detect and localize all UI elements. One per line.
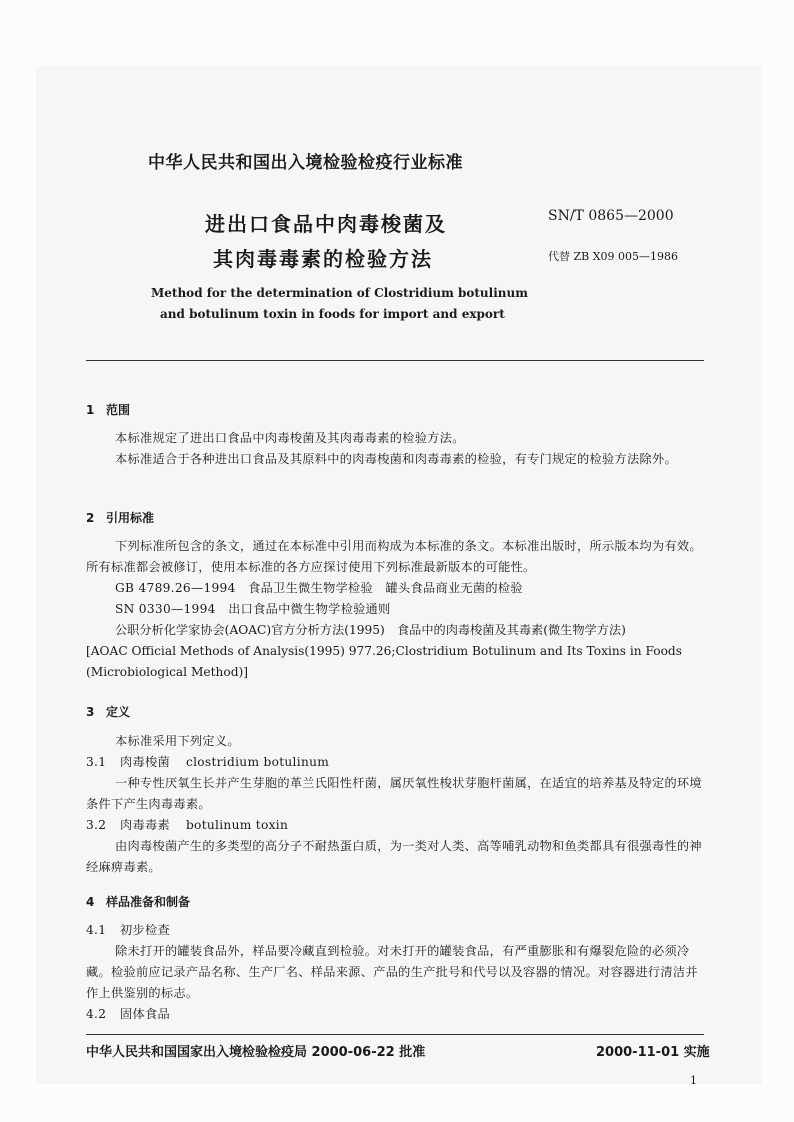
title-cn-line1: 进出口食品中肉毒梭菌及 — [205, 212, 447, 236]
page-number: 1 — [690, 1074, 697, 1087]
clause-4-1 — [86, 920, 708, 941]
term-en: clostridium botulinum — [185, 755, 330, 769]
reference-item: SN 0330—1994 出口食品中微生物学检验通则 — [115, 602, 391, 616]
section-2-body — [86, 536, 708, 683]
paragraph: 一种专性厌氧生长并产生芽胞的革兰氏阳性杆菌，属厌氧性梭状芽胞杆菌属，在适宜的培养基及特定的环境条件下产生肉毒毒素。 — [86, 776, 702, 811]
paragraph: 下列标准所包含的条文，通过在本标准中引用而构成为本标准的条文。本标准出版时，所示版本均为有效。所有标准都会被修订，使用本标准的各方应探讨使用下列标准最新版本的可能性。 — [86, 539, 702, 574]
replaces-standard: 代替 ZB X09 005—1986 — [548, 250, 679, 263]
section-title: 引用标准 — [106, 511, 155, 525]
reference-item: 公职分析化学家协会(AOAC)官方分析方法(1995) 食品中的肉毒梭菌及其毒素(微生物学方法) — [115, 623, 626, 637]
reference-item: [AOAC Official Methods of Analysis(1995) 977.26;Clostridium Botulinum and Its Toxins in Foods (Microbiological Method)] — [86, 644, 682, 679]
paragraph: 除未打开的罐装食品外，样品要冷藏直到检验。对未打开的罐装食品，有严重膨胀和有爆裂危险的必须冷藏。检验前应记录产品名称、生产厂名、样品来源、产品的生产批号和代号以及容器的情况。对容器进行清洁并作上供鉴别的标志。 — [86, 944, 698, 1000]
clause-number: 3.1 — [86, 755, 107, 769]
clause-title: 初步检查 — [120, 923, 170, 937]
definition-3-2 — [86, 815, 708, 836]
standard-number: SN/T 0865—2000 — [548, 208, 674, 224]
effective-date: 2000-11-01 实施 — [596, 1045, 710, 1060]
section-number: 3 — [86, 705, 95, 719]
paragraph: 由肉毒梭菌产生的多类型的高分子不耐热蛋白质，为一类对人类、高等哺乳动物和鱼类都具有很强毒性的神经麻痹毒素。 — [86, 839, 702, 874]
section-3-body — [86, 731, 708, 878]
title-en-line1: Method for the determination of Clostridium botulinum — [151, 286, 528, 300]
section-1-heading — [86, 401, 130, 418]
section-title: 范围 — [106, 403, 131, 417]
section-number: 1 — [86, 403, 95, 417]
clause-4-2 — [86, 1004, 708, 1025]
section-title: 定义 — [106, 705, 131, 719]
section-4-heading — [86, 893, 190, 910]
clause-number: 3.2 — [86, 818, 107, 832]
term-cn: 肉毒梭菌 — [120, 755, 170, 769]
clause-title: 固体食品 — [120, 1007, 170, 1021]
section-title: 样品准备和制备 — [106, 895, 191, 909]
paragraph: 本标准采用下列定义。 — [115, 734, 240, 748]
approval-statement: 中华人民共和国国家出入境检验检疫局 2000-06-22 批准 — [86, 1045, 426, 1060]
reference-item: GB 4789.26—1994 食品卫生微生物学检验 罐头食品商业无菌的检验 — [115, 581, 523, 595]
section-number: 4 — [86, 895, 95, 909]
section-number: 2 — [86, 511, 95, 525]
section-1-body — [86, 428, 708, 470]
footer-divider — [86, 1034, 704, 1035]
clause-number: 4.1 — [86, 923, 107, 937]
term-en: botulinum toxin — [185, 818, 289, 832]
term-cn: 肉毒毒素 — [120, 818, 170, 832]
title-en-line2: and botulinum toxin in foods for import and export — [160, 307, 505, 321]
definition-3-1 — [86, 752, 708, 773]
section-2-heading — [86, 509, 154, 526]
clause-number: 4.2 — [86, 1007, 107, 1021]
title-cn-line2: 其肉毒毒素的检验方法 — [213, 247, 433, 271]
paragraph: 本标准适合于各种进出口食品及其原料中的肉毒梭菌和肉毒毒素的检验，有专门规定的检验方法除外。 — [115, 452, 677, 466]
standard-authority: 中华人民共和国出入境检验检疫行业标准 — [148, 153, 463, 173]
section-3-heading — [86, 703, 130, 720]
header-divider — [86, 360, 704, 361]
section-4-body — [86, 920, 708, 1025]
paragraph: 本标准规定了进出口食品中肉毒梭菌及其肉毒毒素的检验方法。 — [115, 431, 465, 445]
